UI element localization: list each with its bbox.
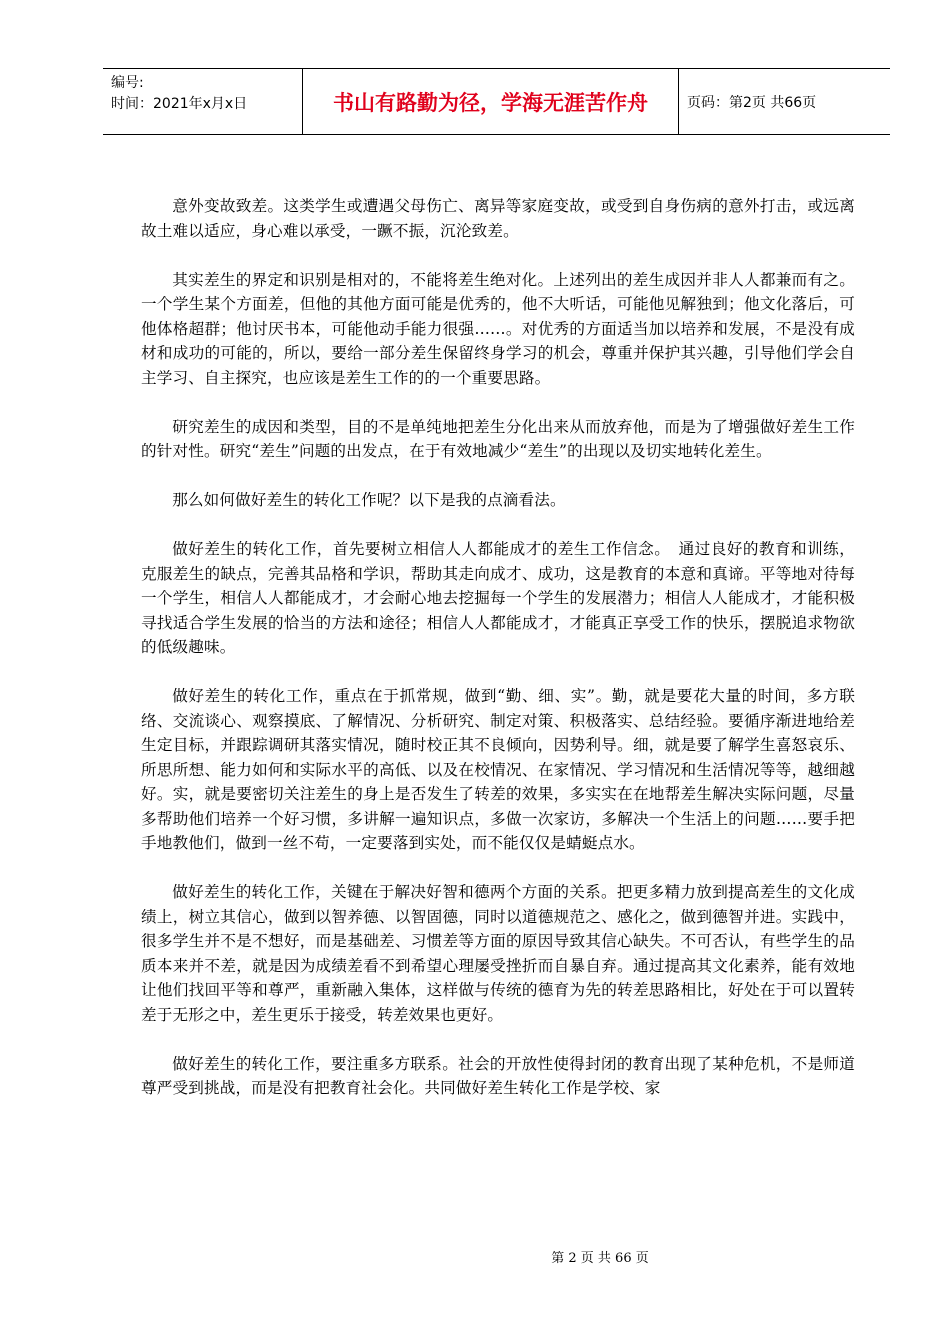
page-header (103, 68, 890, 135)
page-footer (0, 1247, 950, 1266)
footer-page-number: 第 2 页 共 66 页 (551, 1251, 649, 1266)
paragraph: 研究差生的成因和类型，目的不是单纯地把差生分化出来从而放弃他，而是为了增强做好差生工作的针对性。研究“差生”问题的出发点，在于有效地减少“差生”的出现以及切实地转化差生。 (141, 417, 855, 460)
number-label: 编号: (111, 75, 144, 91)
paragraph: 做好差生的转化工作，首先要树立相信人人都能成才的差生工作信念。 通过良好的教育和训练，克服差生的缺点，完善其品格和学识，帮助其走向成才、成功，这是教育的本意和真谛。平等地对待每一个学生，相信人人都能成才，才会耐心地去挖掘每一个学生的发展潜力；相信人人能成才，才能积极寻找适合学生发展的恰当的方法和途径；相信人人都能成才，才能真正享受工作的快乐，摆脱追求物欲的低级趣味。 (141, 540, 855, 656)
header-meta (103, 69, 303, 134)
paragraph: 其实差生的界定和识别是相对的，不能将差生绝对化。上述列出的差生成因并非人人都兼而有之。一个学生某个方面差，但他的其他方面可能是优秀的，他不大听话，可能他见解独到；他文化落后，可他体格超群；他讨厌书本，可能他动手能力很强……。对优秀的方面适当加以培养和发展，不是没有成材和成功的可能的，所以，要给一部分差生保留终身学习的机会，尊重并保护其兴趣，引导他们学会自主学习、自主探究，也应该是差生工作的的一个重要思路。 (141, 270, 855, 387)
document-body (141, 194, 855, 1101)
header-motto: 书山有路勤为径，学海无涯苦作舟 (303, 69, 679, 134)
paragraph: 做好差生的转化工作，要注重多方联系。社会的开放性使得封闭的教育出现了某种危机，不是师道尊严受到挑战，而是没有把教育社会化。共同做好差生转化工作是学校、家 (141, 1054, 855, 1097)
paragraph: 做好差生的转化工作，关键在于解决好智和德两个方面的关系。把更多精力放到提高差生的文化成绩上，树立其信心，做到以智养德、以智固德，同时以道德规范之、感化之，做到德智并进。实践中，很多学生并不是不想好，而是基础差、习惯差等方面的原因导致其信心缺失。不可否认，有些学生的品质本来并不差，就是因为成绩差看不到希望心理屡受挫折而自暴自弃。通过提高其文化素养，能有效地让他们找回平等和尊严，重新融入集体，这样做与传统的德育为先的转差思路相比，好处在于可以置转差于无形之中，差生更乐于接受，转差效果也更好。 (141, 883, 855, 1024)
header-page-label: 页码：第2页 共66页 (687, 94, 817, 111)
paragraph: 做好差生的转化工作，重点在于抓常规，做到“勤、细、实”。勤，就是要花大量的时间，多方联络、交流谈心、观察摸底、了解情况、分析研究、制定对策、积极落实、总结经验。要循序渐进地给差生定目标，并跟踪调研其落实情况，随时校正其不良倾向，因势利导。细，就是要了解学生喜怒哀乐、所思所想、能力如何和实际水平的高低、以及在校情况、在家情况、学习情况和生活情况等等，越细越好。实，就是要密切关注差生的身上是否发生了转差的效果，多实实在在地帮差生解决实际问题，尽量多帮助他们培养一个好习惯，多讲解一遍知识点，多做一次家访，多解决一个生活上的问题……要手把手地教他们，做到一丝不苟，一定要落到实处，而不能仅仅是蜻蜓点水。 (141, 687, 855, 852)
paragraph: 意外变故致差。这类学生或遭遇父母伤亡、离异等家庭变故，或受到自身伤病的意外打击，或远离故土难以适应，身心难以承受，一蹶不振，沉沦致差。 (141, 197, 855, 240)
time-label: 时间：2021年x月x日 (111, 96, 248, 112)
paragraph: 那么如何做好差生的转化工作呢？以下是我的点滴看法。 (172, 491, 566, 509)
